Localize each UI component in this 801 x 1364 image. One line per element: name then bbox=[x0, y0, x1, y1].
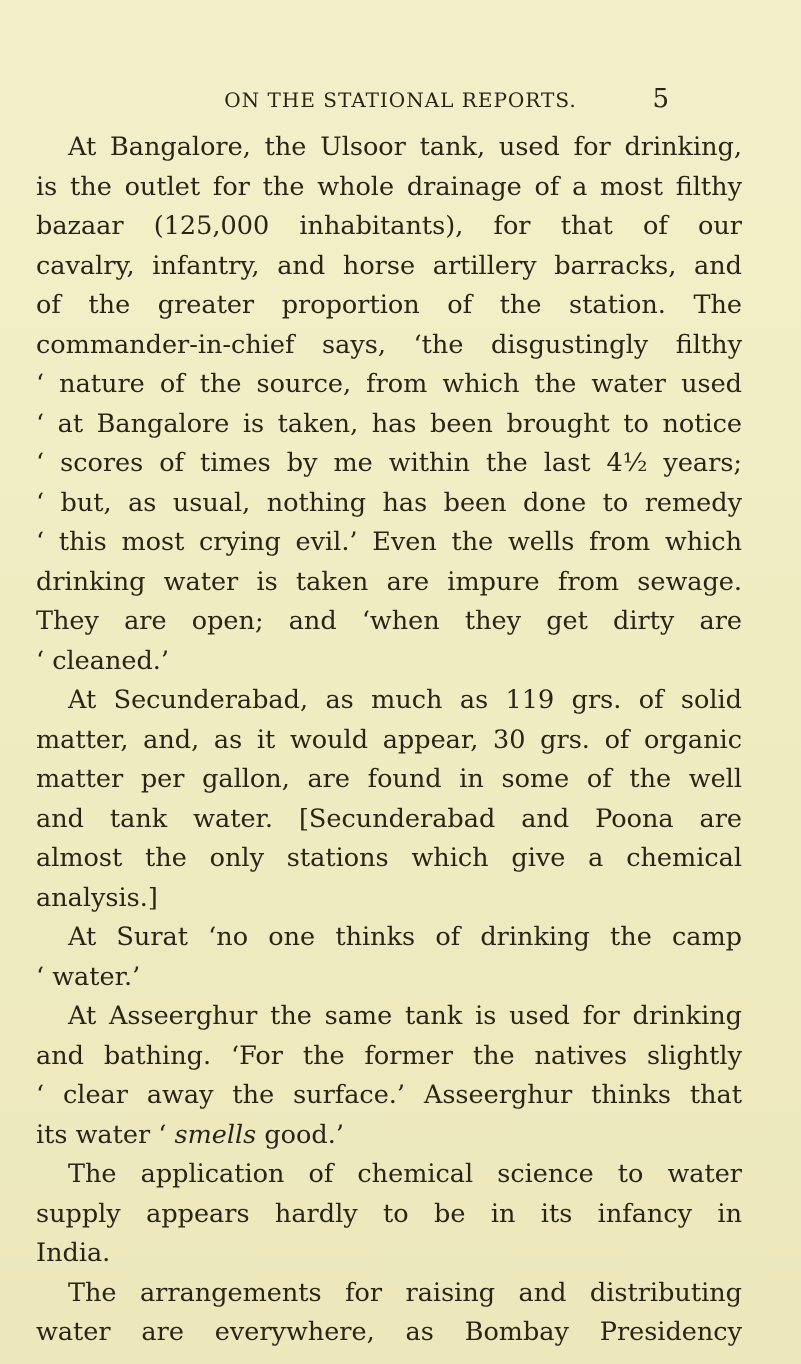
text-line: The application of chemical science to water bbox=[68, 1159, 742, 1189]
text-line: At Surat ‘no one thinks of drinking the camp bbox=[68, 922, 742, 952]
body-text bbox=[36, 128, 742, 1353]
text-line: almost the only stations which give a chemical bbox=[36, 843, 742, 873]
text-line: matter, and, as it would appear, 30 grs. of organic bbox=[36, 724, 742, 755]
text-line: ‘ clear away the surface.’ Asseerghur thinks that bbox=[36, 1080, 742, 1110]
text-line: bazaar (125,000 inhabitants), for that of our bbox=[36, 211, 742, 241]
text-line: drinking water is taken are impure from sewage. bbox=[36, 566, 742, 597]
text-line: is the outlet for the whole drainage of a most filthy bbox=[36, 171, 742, 202]
text-line: and tank water. [Secunderabad and Poona are bbox=[36, 803, 742, 834]
text-line: of the greater proportion of the station. The bbox=[36, 290, 742, 320]
text-line: and bathing. ‘For the former the natives slightly bbox=[36, 1040, 742, 1071]
text-line: India. bbox=[36, 1238, 111, 1268]
text-line: ‘ but, as usual, nothing has been done to remedy bbox=[36, 487, 742, 518]
text-line: ‘ water.’ bbox=[36, 961, 141, 992]
text-run: good.’ bbox=[256, 1119, 344, 1150]
text-line bbox=[36, 1116, 742, 1156]
text-line: The arrangements for raising and distributing bbox=[68, 1277, 742, 1308]
text-line: supply appears hardly to be in its infancy in bbox=[36, 1198, 742, 1229]
running-head: ON THE STATIONAL REPORTS. bbox=[224, 88, 577, 112]
text-line: cavalry, infantry, and horse artillery barracks, and bbox=[36, 250, 742, 281]
italic-text-run: smells bbox=[174, 1119, 257, 1150]
text-line: They are open; and ‘when they get dirty are bbox=[36, 606, 742, 636]
text-line: At Bangalore, the Ulsoor tank, used for drinking, bbox=[68, 132, 742, 162]
text-line: ‘ this most crying evil.’ Even the wells from which bbox=[36, 527, 742, 557]
text-line: matter per gallon, are found in some of the well bbox=[36, 764, 742, 794]
text-line: At Secunderabad, as much as 119 grs. of solid bbox=[68, 685, 742, 715]
text-line: At Asseerghur the same tank is used for drinking bbox=[68, 1001, 742, 1031]
text-run: its water ‘ bbox=[36, 1119, 175, 1150]
text-line: ‘ nature of the source, from which the water used bbox=[36, 369, 742, 399]
text-line: ‘ at Bangalore is taken, has been brought to notice bbox=[36, 408, 742, 439]
page-header bbox=[0, 80, 801, 120]
text-line: commander-in-chief says, ‘the disgustingly filthy bbox=[36, 329, 742, 360]
text-line: ‘ cleaned.’ bbox=[36, 645, 169, 676]
text-line: analysis.] bbox=[36, 882, 158, 913]
text-line: ‘ scores of times by me within the last 4½ years; bbox=[36, 448, 742, 478]
page-number: 5 bbox=[652, 84, 669, 114]
text-line: water are everywhere, as Bombay Presidency bbox=[36, 1317, 742, 1347]
